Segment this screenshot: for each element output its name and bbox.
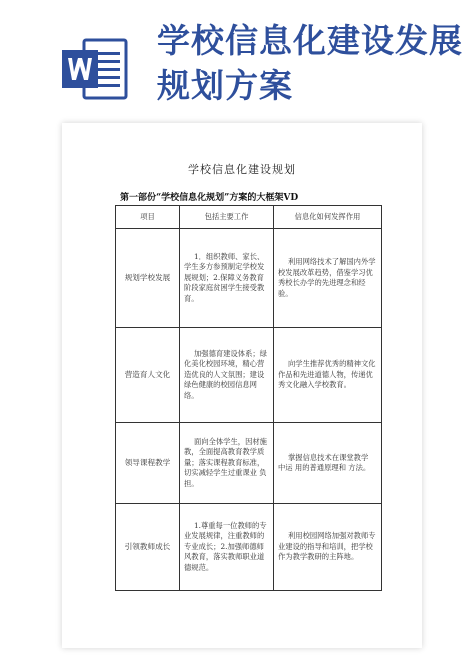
table-row xyxy=(116,504,382,591)
section-subtitle: 第一部份“学校信息化规划”方案的大框架VD xyxy=(120,193,299,203)
work-cell: 1．组织教师、家长、学生多方参预制定学校发展规划；2.保障义务教育阶段家庭贫困学生接受教育。 xyxy=(180,229,274,328)
work-cell: 1.尊重每一位教师的专业发展规律，注重教师的专业成长；2.加强师德师风教育，落实教师职业道德规范。 xyxy=(180,504,274,591)
project-cell: 引领教师成长 xyxy=(116,504,180,591)
role-cell: 向学生推荐优秀的精神文化作品和先进道德人物，传递优秀文化融入学校教育。 xyxy=(274,328,382,423)
header xyxy=(0,0,474,125)
document-page xyxy=(62,123,422,648)
page-title: 学校信息化建设规划 xyxy=(188,163,296,176)
framework-table xyxy=(115,205,382,591)
document-title: 学校信息化建设发展规划方案 xyxy=(157,21,463,105)
header-project: 项目 xyxy=(116,206,180,229)
header-main-work: 包括主要工作 xyxy=(180,206,274,229)
role-cell: 掌握信息技术在课堂教学 中运 用的普通原理和 方法。 xyxy=(274,423,382,504)
header-it-role: 信息化如何发挥作用 xyxy=(274,206,382,229)
word-document-icon xyxy=(62,38,128,100)
table-header-row xyxy=(116,206,382,229)
work-cell: 加强德育建设体系；绿化美化校园环境，精心营造优良的人文氛围；建设绿色健康的校园信息网络。 xyxy=(180,328,274,423)
table-row xyxy=(116,423,382,504)
project-cell: 领导课程教学 xyxy=(116,423,180,504)
project-cell: 营造育人文化 xyxy=(116,328,180,423)
table-row xyxy=(116,328,382,423)
table-row xyxy=(116,229,382,328)
role-cell: 利用校园网络加强对教师专业建设的指导和培训，把学校作为教学教研的主阵地。 xyxy=(274,504,382,591)
project-cell: 规划学校发展 xyxy=(116,229,180,328)
work-cell: 面向全体学生，因材施教，全面提高教育教学质量；落实课程教育标准，切实减轻学生过重课业 负担。 xyxy=(180,423,274,504)
role-cell: 利用网络技术了解国内外学校发展改革趋势，借鉴学习优秀校长办学的先进理念和经验。 xyxy=(274,229,382,328)
